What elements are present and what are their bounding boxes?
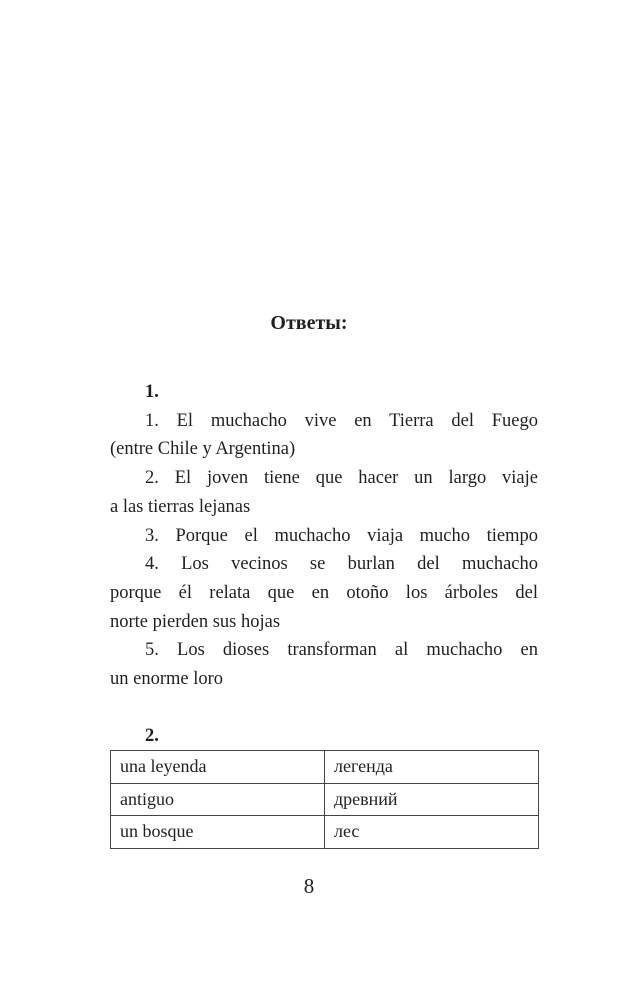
russian-word: легенда bbox=[325, 751, 539, 784]
russian-word: древний bbox=[325, 783, 539, 816]
table-row bbox=[111, 751, 539, 784]
vocabulary-table bbox=[110, 750, 539, 849]
spanish-word: un bosque bbox=[111, 816, 325, 849]
answer-line: a las tierras lejanas bbox=[110, 496, 251, 517]
section-2-label: 2. bbox=[145, 726, 159, 746]
answer-line: norte pierden sus hojas bbox=[110, 611, 281, 632]
answer-line: 4. Los vecinos se burlan del muchacho bbox=[145, 554, 538, 575]
answer-line: 2. El joven tiene que hacer un largo viaje bbox=[145, 468, 538, 489]
answers-section-2 bbox=[110, 722, 538, 751]
answer-line: (entre Chile y Argentina) bbox=[110, 439, 296, 460]
table-row bbox=[111, 816, 539, 849]
answer-line: porque él relata que en otoño los árboles del bbox=[110, 582, 538, 603]
answer-line: un enorme loro bbox=[110, 669, 224, 690]
russian-word: лес bbox=[325, 816, 539, 849]
spanish-word: una leyenda bbox=[111, 751, 325, 784]
page-number: 8 bbox=[303, 874, 315, 898]
table-row bbox=[111, 783, 539, 816]
answer-line: 1. El muchacho vive en Tierra del Fuego bbox=[145, 410, 538, 431]
answer-line: 5. Los dioses transforman al muchacho en bbox=[145, 640, 538, 661]
section-1-label: 1. bbox=[145, 382, 159, 402]
answers-section-1 bbox=[110, 378, 538, 694]
page-title: Ответы: bbox=[270, 312, 348, 334]
spanish-word: antiguo bbox=[111, 783, 325, 816]
answer-line: 3. Porque el muchacho viaja mucho tiempo bbox=[145, 525, 538, 546]
